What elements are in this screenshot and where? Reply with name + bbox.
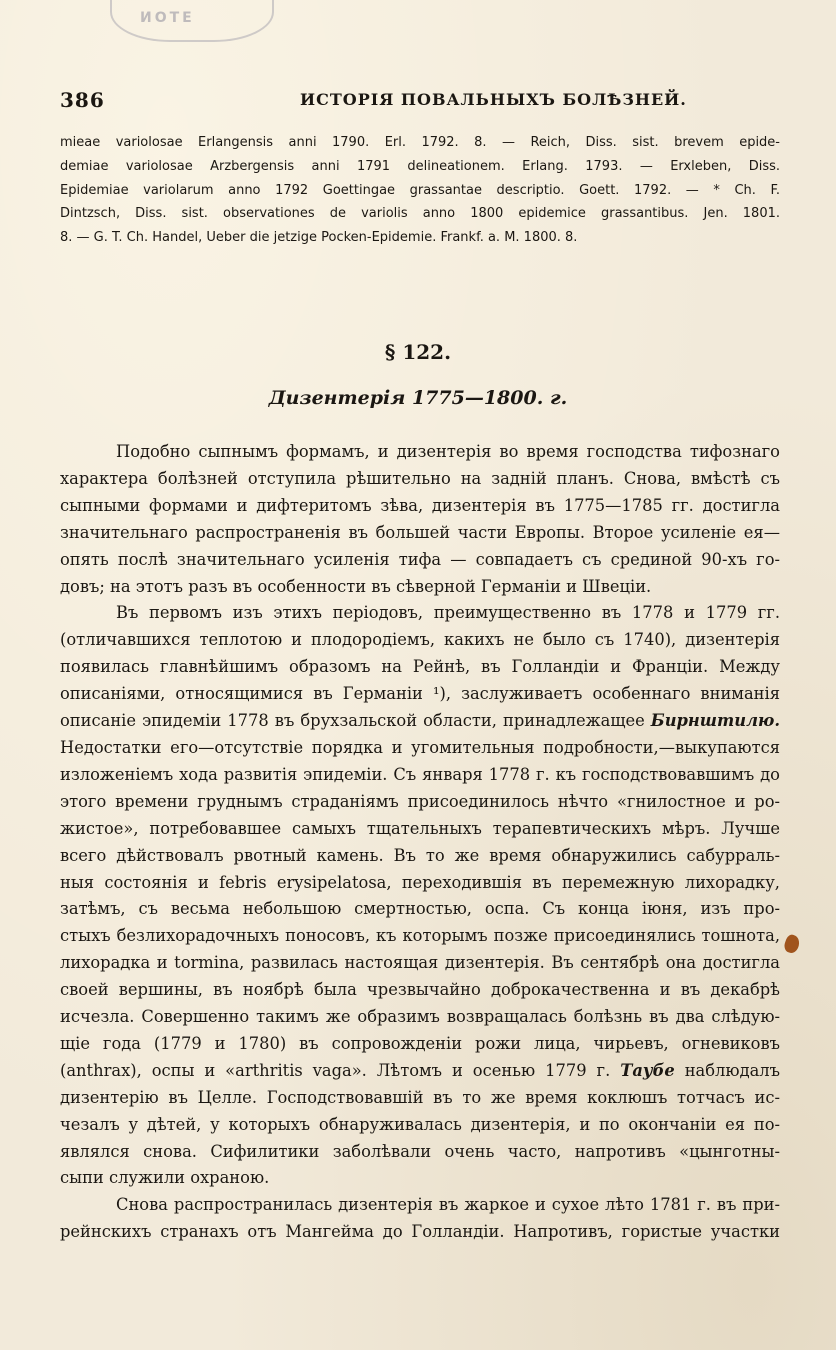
text-line: Въ первомъ изъ этихъ періодовъ, преимущественно въ 1778 и 1779 гг. bbox=[116, 603, 780, 623]
footnote-line: Dintzsch, Diss. sist. observationes de variolis anno 1800 epidemice grassantibus. Jen. 1801. bbox=[60, 206, 780, 222]
text-line: опять послѣ значительнаго усиленія тифа — совпадаетъ съ срединой 90-хъ го- bbox=[60, 549, 780, 569]
author-name-birnshtil: Бирнштилю. bbox=[650, 711, 780, 731]
text-line: сыпи служили охраною. bbox=[60, 1168, 270, 1188]
text-line: жистое», потребовавшее самыхъ тщательныхъ терапевтическихъ мѣръ. Лучше bbox=[60, 818, 780, 838]
text-line: Снова распространилась дизентерія въ жаркое и сухое лѣто 1781 г. въ при- bbox=[116, 1195, 780, 1215]
text-line: лихорадка и tormina, развилась настоящая дизентерія. Въ сентябрѣ она достигла bbox=[60, 953, 780, 973]
text-line: являлся снова. Сифилитики заболѣвали очень часто, напротивъ «цынготны- bbox=[60, 1141, 780, 1161]
text-line: всего дѣйствовалъ рвотный камень. Въ то же время обнаружились сабурраль- bbox=[60, 845, 780, 865]
margin-stain bbox=[782, 933, 801, 955]
section-title: Дизентерія 1775—1800. г. bbox=[268, 387, 568, 409]
footnote-line: Epidemiae variolarum anno 1792 Goettingae grassantae descriptio. Goett. 1792. — * Ch. F. bbox=[60, 182, 780, 198]
footnote-line: demiae variolosae Arzbergensis anni 1791 delineationem. Erlang. 1793. — Erxleben, Diss. bbox=[60, 158, 780, 174]
text-line: Недостатки его—отсутствіе порядка и угомительныя подробности,—выкупаются bbox=[60, 737, 780, 757]
text-line: ныя состоянія и febris erysipelatosa, переходившія въ перемежную лихорадку, bbox=[60, 872, 780, 892]
page-number: 386 bbox=[60, 88, 105, 112]
author-name-taube: Таубе bbox=[620, 1060, 675, 1080]
body-text bbox=[60, 439, 780, 1246]
text-line: исчезла. Совершенно такимъ же образимъ возвращалась болѣзнь въ два слѣдую- bbox=[60, 1007, 780, 1027]
text-line: изложеніемъ хода развитія эпидеміи. Съ января 1778 г. къ господствовавшимъ до bbox=[60, 764, 780, 784]
text-line: этого времени груднымъ страданіямъ присоединилось нѣчто «гнилостное и ро- bbox=[60, 791, 780, 811]
running-title: ИСТОРІЯ ПОВАЛЬНЫХЪ БОЛѢЗНЕЙ. bbox=[300, 90, 687, 109]
text-line: чезалъ у дѣтей, у которыхъ обнаруживалась дизентерія, и по окончаніи ея по- bbox=[60, 1114, 780, 1134]
text-line: характера болѣзней отступила рѣшительно на задній планъ. Снова, вмѣстѣ съ bbox=[60, 468, 780, 488]
text-line: щіе года (1779 и 1780) въ сопровожденіи рожи лица, чирьевъ, огневиковъ bbox=[60, 1033, 780, 1053]
text-line: сыпными формами и дифтеритомъ зѣва, дизентерія въ 1775—1785 гг. достигла bbox=[60, 495, 780, 515]
text-line: (отличавшихся теплотою и плодородіемъ, какихъ не было съ 1740), дизентерія bbox=[60, 630, 780, 650]
text-segment: (anthrax), оспы и «arthritis vaga». Лѣтомъ и осенью 1779 г. bbox=[60, 1060, 611, 1080]
text-line: значительнаго распространенія въ большей части Европы. Второе усиленіе ея— bbox=[60, 522, 780, 542]
text-line bbox=[60, 708, 780, 735]
text-line: описаніями, относящимися въ Германіи ¹), заслуживаетъ особеннаго вниманія bbox=[60, 684, 780, 704]
text-line: стыхъ безлихорадочныхъ поносовъ, къ которымъ позже присоединялись тошнота, bbox=[60, 926, 780, 946]
footnote-line: mieae variolosae Erlangensis anni 1790. Erl. 1792. 8. — Reich, Diss. sist. brevem epide- bbox=[60, 135, 780, 150]
text-segment: описаніе эпидеміи 1778 въ брухзальской области, принадлежащее bbox=[60, 711, 645, 731]
text-line bbox=[60, 1058, 780, 1085]
text-line: появилась главнѣйшимъ образомъ на Рейнѣ, въ Голландіи и Франціи. Между bbox=[60, 657, 780, 677]
text-line: довъ; на этотъ разъ въ особенности въ сѣверной Германіи и Швеціи. bbox=[60, 576, 652, 596]
text-line: рейнскихъ странахъ отъ Мангейма до Голландіи. Напротивъ, гористые участки bbox=[60, 1222, 780, 1242]
text-line: затѣмъ, съ весьма небольшою смертностью, оспа. Съ конца іюня, изъ про- bbox=[60, 899, 780, 919]
text-segment: наблюдалъ bbox=[684, 1060, 780, 1080]
footnote-line: 8. — G. T. Ch. Handel, Ueber die jetzige Pocken-Epidemie. Frankf. a. M. 1800. 8. bbox=[60, 230, 578, 246]
library-stamp-text: ИОТЕ bbox=[140, 10, 195, 26]
text-line: Подобно сыпнымъ формамъ, и дизентерія во время господства тифознаго bbox=[116, 442, 780, 461]
section-number: § 122. bbox=[384, 340, 452, 364]
page-header bbox=[60, 88, 780, 118]
text-line: дизентерію въ Целле. Господствовавшій въ то же время коклюшъ тотчасъ ис- bbox=[60, 1087, 780, 1107]
footnote-continuation bbox=[60, 131, 780, 250]
text-line: своей вершины, въ ноябрѣ была чрезвычайно доброкачественна и въ декабрѣ bbox=[60, 980, 780, 1000]
